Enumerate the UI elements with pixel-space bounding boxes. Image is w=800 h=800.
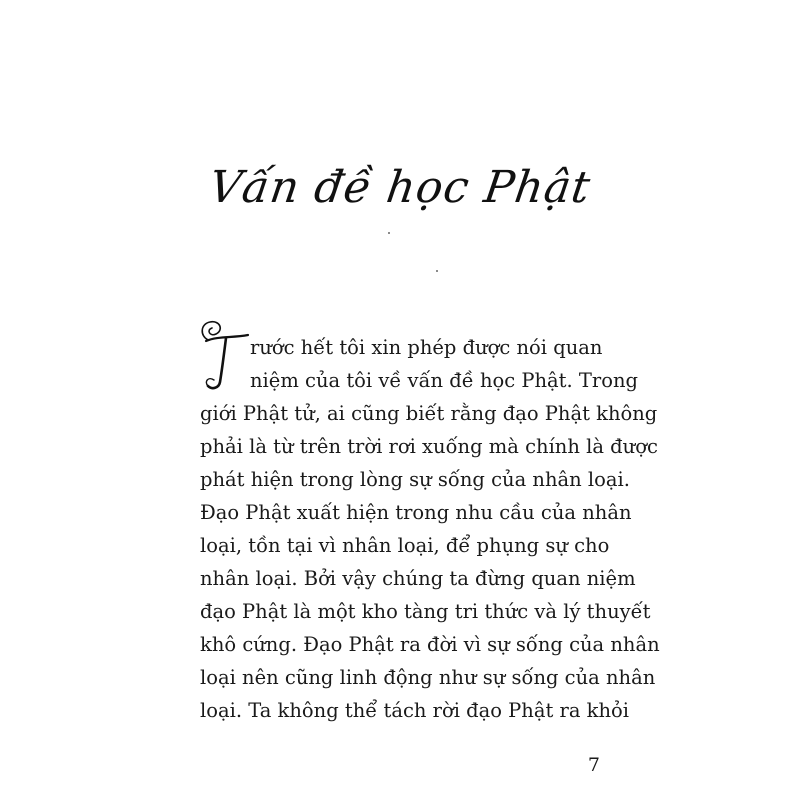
speck-mark: [388, 232, 390, 234]
body-paragraph: [200, 331, 660, 727]
chapter-title: Vấn đề học Phật: [206, 162, 594, 213]
text-line: nhân loại. Bởi vậy chúng ta đừng quan niệm: [200, 567, 636, 590]
text-line: Đạo Phật xuất hiện trong nhu cầu của nhân: [200, 501, 632, 524]
text-line: rước hết tôi xin phép được nói quan: [250, 336, 603, 359]
text-line: đạo Phật là một kho tàng tri thức và lý thuyết: [200, 600, 651, 623]
text-line: niệm của tôi về vấn đề học Phật. Trong: [250, 369, 639, 392]
text-line: loại. Ta không thể tách rời đạo Phật ra khỏi: [200, 699, 630, 722]
page-number: 7: [587, 754, 600, 776]
text-line: giới Phật tử, ai cũng biết rằng đạo Phật không: [200, 402, 658, 425]
text-line: loại nên cũng linh động như sự sống của nhân: [200, 666, 656, 689]
speck-mark: [436, 270, 438, 272]
text-line: phát hiện trong lòng sự sống của nhân loại.: [200, 468, 630, 491]
text-line: phải là từ trên trời rơi xuống mà chính là được: [200, 435, 658, 458]
text-line: khô cứng. Đạo Phật ra đời vì sự sống của nhân: [200, 633, 660, 656]
drop-cap-letter: T: [228, 376, 229, 377]
text-line: loại, tồn tại vì nhân loại, để phụng sự cho: [200, 534, 610, 557]
